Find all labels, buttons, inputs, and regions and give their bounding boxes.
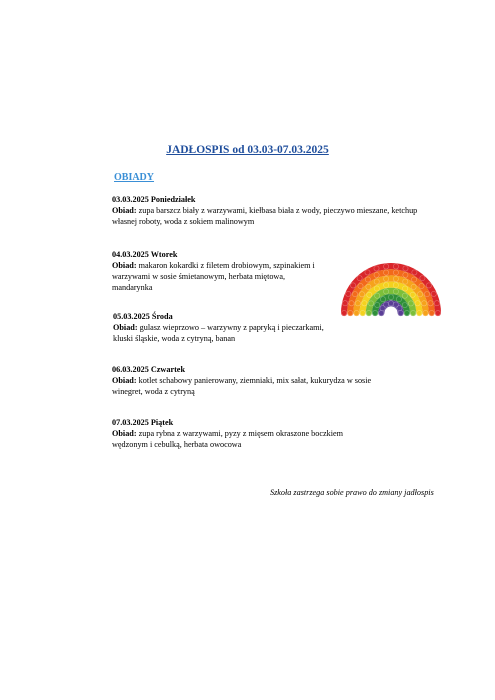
produce-dot <box>369 301 374 306</box>
produce-dot <box>402 293 407 298</box>
produce-dot <box>379 310 384 315</box>
produce-dot <box>384 289 389 294</box>
vegetable-rainbow-illustration <box>336 243 446 319</box>
produce-dot <box>349 301 354 306</box>
produce-dot <box>393 270 398 275</box>
produce-dot <box>357 276 362 281</box>
produce-dot <box>417 310 422 315</box>
day-entry-tuesday <box>112 249 327 293</box>
meal-label: Obiad: <box>113 323 138 332</box>
produce-dot <box>420 276 425 281</box>
produce-dot <box>388 295 393 300</box>
produce-dot <box>374 279 379 284</box>
produce-dot <box>402 303 407 308</box>
day-menu <box>112 205 432 227</box>
day-date: 03.03.2025 Poniedziałek <box>112 195 196 204</box>
produce-dot <box>365 277 370 282</box>
produce-dot <box>375 293 380 298</box>
produce-dot <box>397 306 402 311</box>
produce-dot <box>384 270 389 275</box>
produce-dot <box>396 297 401 302</box>
produce-dot <box>374 286 379 291</box>
produce-dot <box>384 283 389 288</box>
produce-dot <box>359 292 364 297</box>
day-date: 06.03.2025 Czwartek <box>112 365 185 374</box>
page-title: JADŁOSPIS od 03.03-07.03.2025 <box>166 144 329 156</box>
produce-dot <box>411 310 416 315</box>
produce-dot <box>422 301 427 306</box>
produce-dot <box>424 292 429 297</box>
produce-dot <box>362 301 367 306</box>
produce-dot <box>403 272 408 277</box>
produce-dot <box>367 292 372 297</box>
menu-text: makaron kokardki z filetem drobiowym, szpinakiem i warzywami w sosie śmietanowym, herbata miętowa, mandarynka <box>112 261 315 292</box>
produce-dot <box>374 266 379 271</box>
produce-dot <box>428 301 433 306</box>
day-entry-thursday <box>112 364 397 397</box>
menu-text: zupa rybna z warzywami, pyzy z mięsem okraszone boczkiem wędzonym i cebulką, herbata owocowa <box>112 429 344 449</box>
produce-dot <box>384 276 389 281</box>
produce-dot <box>355 301 360 306</box>
produce-dot <box>412 270 417 275</box>
produce-dot <box>352 292 357 297</box>
produce-dot <box>393 289 398 294</box>
day-entry-monday <box>112 194 432 227</box>
day-menu <box>112 260 327 293</box>
meal-label: Obiad: <box>112 376 137 385</box>
produce-dot <box>393 283 398 288</box>
produce-dot <box>375 302 380 307</box>
footer-disclaimer: Szkoła zastrzega sobie prawo do zmiany jadłospis <box>270 488 434 497</box>
produce-dot <box>342 310 347 315</box>
produce-dot <box>434 301 439 306</box>
menu-text: zupa barszcz biały z warzywami, kiełbasa biała z wody, pieczywo mieszane, ketchup własnej roboty, woda z sokiem malinowym <box>112 206 418 226</box>
produce-dot <box>393 264 398 269</box>
produce-dot <box>366 284 371 289</box>
produce-dot <box>435 310 440 315</box>
produce-dot <box>429 310 434 315</box>
day-menu <box>113 322 328 344</box>
produce-dot <box>415 301 420 306</box>
produce-dot <box>404 310 409 315</box>
produce-dot <box>388 301 393 306</box>
produce-dot <box>374 272 379 277</box>
produce-dot <box>410 292 415 297</box>
produce-dot <box>419 283 424 288</box>
produce-dot <box>351 283 356 288</box>
day-date: 07.03.2025 Piątek <box>112 418 174 427</box>
produce-dot <box>384 302 389 307</box>
produce-dot <box>346 291 351 296</box>
meal-label: Obiad: <box>112 261 137 270</box>
produce-dot <box>358 283 363 288</box>
produce-dot <box>398 310 403 315</box>
produce-dot <box>343 301 348 306</box>
produce-dot <box>380 297 385 302</box>
meal-label: Obiad: <box>112 206 137 215</box>
produce-dot <box>431 291 436 296</box>
produce-dot <box>348 310 353 315</box>
day-date: 05.03.2025 Środa <box>113 312 173 321</box>
day-menu <box>112 375 397 397</box>
produce-dot <box>426 283 431 288</box>
produce-dot <box>366 310 371 315</box>
produce-dot <box>412 277 417 282</box>
day-date: 04.03.2025 Wtorek <box>112 250 178 259</box>
produce-dot <box>373 310 378 315</box>
day-entry-friday <box>112 417 357 450</box>
produce-dot <box>411 284 416 289</box>
produce-dot <box>403 286 408 291</box>
menu-text: kotlet schabowy panierowany, ziemniaki, mix sałat, kukurydza w sosie winegret, woda z cytryną <box>112 376 372 396</box>
produce-dot <box>354 310 359 315</box>
produce-dot <box>360 310 365 315</box>
produce-dot <box>408 301 413 306</box>
menu-text: gulasz wieprzowo – warzywny z papryką i pieczarkami, kluski śląskie, woda z cytryną, banan <box>113 323 324 343</box>
produce-dot <box>417 292 422 297</box>
produce-dot <box>403 266 408 271</box>
produce-dot <box>403 279 408 284</box>
produce-dot <box>384 264 389 269</box>
meal-label: Obiad: <box>112 429 137 438</box>
day-entry-wednesday <box>113 311 328 344</box>
produce-dot <box>393 276 398 281</box>
produce-dot <box>365 270 370 275</box>
day-menu <box>112 428 357 450</box>
produce-dot <box>423 310 428 315</box>
section-title-obiady: OBIADY <box>114 172 155 183</box>
